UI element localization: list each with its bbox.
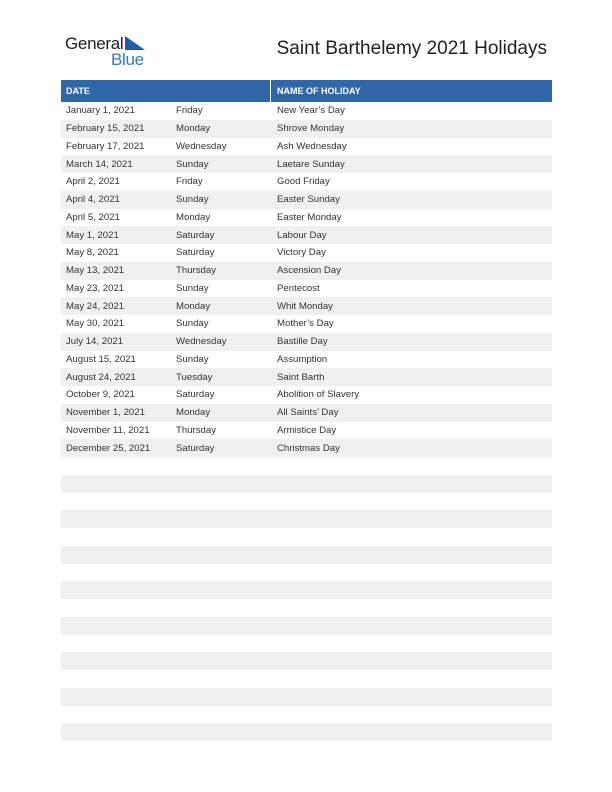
table-row xyxy=(61,439,552,457)
date-cell: February 17, 2021 xyxy=(66,140,145,152)
holiday-cell: Assumption xyxy=(277,353,328,365)
table-row xyxy=(61,670,552,688)
date-cell: December 25, 2021 xyxy=(66,442,151,454)
table-row xyxy=(61,120,552,138)
date-cell: July 14, 2021 xyxy=(66,336,124,348)
weekday-cell: Sunday xyxy=(176,353,209,365)
table-row xyxy=(61,706,552,724)
holiday-cell: All Saints’ Day xyxy=(277,407,339,419)
weekday-cell: Saturday xyxy=(176,247,215,259)
date-cell: April 5, 2021 xyxy=(66,211,120,223)
table-row xyxy=(61,173,552,191)
table-row xyxy=(61,404,552,422)
table-row xyxy=(61,297,552,315)
holiday-cell: Christmas Day xyxy=(277,442,340,454)
table-row xyxy=(61,226,552,244)
weekday-cell: Tuesday xyxy=(176,371,213,383)
date-cell: October 9, 2021 xyxy=(66,389,135,401)
table-row xyxy=(61,351,552,369)
table-row xyxy=(61,262,552,280)
logo xyxy=(65,34,155,70)
table-row xyxy=(61,546,552,564)
header-holiday: NAME OF HOLIDAY xyxy=(277,86,361,96)
holiday-cell: Labour Day xyxy=(277,229,327,241)
date-cell: May 30, 2021 xyxy=(66,318,125,330)
date-cell: May 1, 2021 xyxy=(66,229,119,241)
table-row xyxy=(61,155,552,173)
holiday-cell: Abolition of Slavery xyxy=(277,389,360,401)
logo-triangle-icon xyxy=(123,36,145,50)
weekday-cell: Monday xyxy=(176,211,211,223)
holiday-cell: New Year’s Day xyxy=(277,105,345,117)
weekday-cell: Saturday xyxy=(176,389,215,401)
table-row xyxy=(61,368,552,386)
holiday-cell: Ash Wednesday xyxy=(277,140,347,152)
table-row xyxy=(61,564,552,582)
date-cell: March 14, 2021 xyxy=(66,158,133,170)
weekday-cell: Saturday xyxy=(176,229,215,241)
table-row xyxy=(61,244,552,262)
date-cell: February 15, 2021 xyxy=(66,123,145,135)
header-date: DATE xyxy=(61,80,271,102)
table-row xyxy=(61,315,552,333)
holiday-cell: Saint Barth xyxy=(277,371,325,383)
date-cell: April 4, 2021 xyxy=(66,194,120,206)
holiday-cell: Laetare Sunday xyxy=(277,158,345,170)
table-row xyxy=(61,510,552,528)
weekday-cell: Wednesday xyxy=(176,336,227,348)
logo-text-blue: Blue xyxy=(111,50,144,69)
table-row xyxy=(61,688,552,706)
date-cell: May 24, 2021 xyxy=(66,300,125,312)
table-body xyxy=(61,102,552,741)
table-row xyxy=(61,493,552,511)
table-row xyxy=(61,102,552,120)
weekday-cell: Monday xyxy=(176,300,211,312)
weekday-cell: Monday xyxy=(176,407,211,419)
holiday-cell: Easter Monday xyxy=(277,211,342,223)
table-row xyxy=(61,209,552,227)
weekday-cell: Sunday xyxy=(176,318,209,330)
table-header xyxy=(61,80,552,102)
date-cell: August 24, 2021 xyxy=(66,371,136,383)
weekday-cell: Sunday xyxy=(176,194,209,206)
table-row xyxy=(61,138,552,156)
date-cell: April 2, 2021 xyxy=(66,176,120,188)
date-cell: January 1, 2021 xyxy=(66,105,135,117)
holiday-cell: Bastille Day xyxy=(277,336,328,348)
table-row xyxy=(61,475,552,493)
weekday-cell: Friday xyxy=(176,176,203,188)
table-row xyxy=(61,333,552,351)
holiday-cell: Whit Monday xyxy=(277,300,333,312)
holiday-table xyxy=(61,80,552,741)
weekday-cell: Wednesday xyxy=(176,140,227,152)
table-row xyxy=(61,280,552,298)
table-row xyxy=(61,386,552,404)
page-title: Saint Barthelemy 2021 Holidays xyxy=(276,38,547,59)
weekday-cell: Sunday xyxy=(176,158,209,170)
holiday-cell: Armistice Day xyxy=(277,424,337,436)
weekday-cell: Thursday xyxy=(176,424,216,436)
table-row xyxy=(61,422,552,440)
holiday-cell: Shrove Monday xyxy=(277,123,345,135)
weekday-cell: Sunday xyxy=(176,282,209,294)
holiday-cell: Good Friday xyxy=(277,176,330,188)
table-row xyxy=(61,723,552,741)
weekday-cell: Thursday xyxy=(176,265,216,277)
date-cell: May 23, 2021 xyxy=(66,282,125,294)
weekday-cell: Saturday xyxy=(176,442,215,454)
date-cell: November 11, 2021 xyxy=(66,424,150,436)
table-row xyxy=(61,191,552,209)
table-row xyxy=(61,599,552,617)
table-row xyxy=(61,457,552,475)
table-row xyxy=(61,617,552,635)
date-cell: May 13, 2021 xyxy=(66,265,125,277)
table-row xyxy=(61,652,552,670)
date-cell: November 1, 2021 xyxy=(66,407,145,419)
holiday-cell: Mother’s Day xyxy=(277,318,334,330)
table-row xyxy=(61,581,552,599)
table-row xyxy=(61,528,552,546)
weekday-cell: Monday xyxy=(176,123,211,135)
table-row xyxy=(61,635,552,653)
logo-text-general: General xyxy=(65,34,124,53)
holiday-cell: Victory Day xyxy=(277,247,326,259)
holiday-cell: Ascension Day xyxy=(277,265,341,277)
weekday-cell: Friday xyxy=(176,105,203,117)
date-cell: May 8, 2021 xyxy=(66,247,119,259)
holiday-cell: Easter Sunday xyxy=(277,194,340,206)
date-cell: August 15, 2021 xyxy=(66,353,136,365)
holiday-cell: Pentecost xyxy=(277,282,320,294)
